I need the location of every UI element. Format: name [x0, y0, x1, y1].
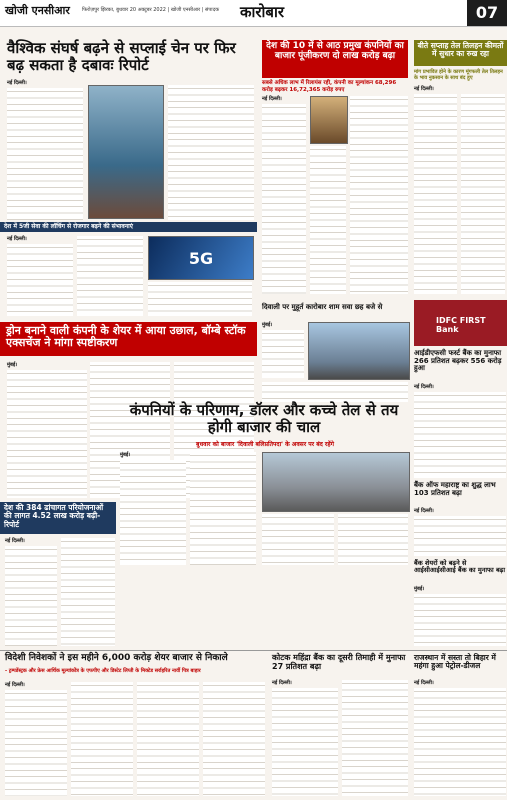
top-story-body: [7, 88, 83, 220]
projects-body-2: [61, 538, 115, 646]
kotak-body: [272, 688, 338, 796]
foreign-byline: नई दिल्ली।: [5, 682, 25, 688]
top-story-body-2: [168, 85, 254, 220]
sbi-byline: मुंबई।: [414, 586, 425, 592]
top-story-byline: नई दिल्ली।: [7, 80, 27, 86]
sensex-image: [262, 452, 410, 512]
masthead: [0, 0, 507, 27]
container-ship-image: [88, 85, 164, 219]
dateline: फिरोज़पुर झिरका, बुधवार 20 अक्टूबर 2022 | खोजी एनसीआर | संपादक: [82, 7, 220, 13]
kotak-headline: कोटक महिंद्रा बैंक का दूसरी तिमाही में मुनाफा 27 प्रतिशत बढ़ा: [272, 653, 406, 671]
bank-headline: बैंक ऑफ महाराष्ट्र का शुद्ध लाभ 103 प्रतिशत बढ़ा: [414, 481, 496, 497]
top10-headline: देश की 10 में से आठ प्रमुख कंपनियों का बाजार पूंजीकरण दो लाख करोड़ बढ़ा: [262, 40, 408, 78]
5g-image: [148, 236, 254, 280]
foreign-subhead: - ट्रम्पडेंस्ट्रक और फ्रेस आर्थिक मूल्यांकोंत्र के एफपीए और डिस्टेट लिप्ती के मिक्टेड सर्राहरित नार्वी पित्र बाहार: [5, 668, 201, 674]
projects-headline: देश की 384 ढांचागत परियोजनाओं की लागत 4.52 लाख करोड़ बढ़ी- रिपोर्ट: [0, 502, 116, 534]
results-subhead: बुधवार को बाजार 'दिवाली बलिप्रतिपदा' के अवसर पर बंद रहेंगे: [196, 441, 334, 448]
5g-story-body-3: [148, 282, 252, 316]
diwali-headline: दिवाली पर मुहूर्त कारोबार शाम सवा छह बजे से: [262, 303, 383, 311]
diwali-body-2: [262, 382, 408, 402]
bank-byline: नई दिल्ली।: [414, 508, 434, 514]
oilseed-byline: नई दिल्ली।: [414, 86, 434, 92]
top10-body-3: [350, 96, 408, 294]
top10-byline: नई दिल्ली।: [262, 96, 282, 102]
idfc-brand-name: IDFC FIRST Bank: [436, 316, 486, 334]
5g-story-byline: नई दिल्ली।: [7, 236, 27, 242]
oilseed-headline: बीते सप्ताह तेल तिलहन कीमतों में सुधार का रुख रहा: [414, 40, 507, 66]
5g-image-label: 5G: [188, 248, 214, 268]
results-body: [120, 460, 186, 565]
newspaper-logo: खोजी एनसीआर: [5, 4, 70, 17]
sbi-headline: बैंक शेयरों को बढ़ने से आईसीआईसीआई बैंक का मुनाफा बढ़ा: [414, 559, 506, 575]
results-body-2: [190, 452, 256, 565]
idfc-body: [414, 392, 506, 478]
sbi-body: [414, 594, 506, 646]
results-byline: मुंबई।: [120, 452, 131, 458]
kotak-byline: नई दिल्ली।: [272, 680, 292, 686]
page-number: 07: [467, 0, 507, 26]
projects-body: [5, 546, 57, 646]
rajasthan-byline: नई दिल्ली।: [414, 680, 434, 686]
divider: [0, 650, 507, 651]
results-body-3: [262, 514, 334, 565]
top10-subhead: सबसे अधिक लाभ में रिलायंस रही, कंपनी का मूल्यांकन 68,296 करोड़ बढ़कर 16,72,365 करोड़ रुपए: [262, 80, 397, 93]
foreign-headline: विदेशी निवेशकों ने इस महीने 6,000 करोड़ शेयर बाजार से निकाले: [5, 653, 228, 663]
section-title: कारोबार: [240, 3, 285, 21]
oilseed-body: [414, 94, 457, 294]
foreign-body-4: [203, 682, 265, 796]
bse-building-image: [308, 322, 410, 380]
oilseed-subhead: मांग प्रभावित होने के कारण मूंगफली तेल तिलहन के भाव नुकसान के साथ बंद हुए: [414, 69, 503, 81]
drone-byline: मुंबई।: [7, 362, 18, 368]
foreign-body: [5, 690, 67, 796]
idfc-logo-banner: [414, 300, 507, 346]
rajasthan-body: [414, 688, 506, 796]
5g-story-body-2: [77, 236, 143, 316]
drone-body: [7, 370, 87, 498]
foreign-body-2: [71, 682, 133, 796]
results-headline: कंपनियों के परिणाम, डॉलर और कच्चे तेल से तय होगी बाजार की चाल: [129, 401, 399, 436]
kotak-body-2: [342, 680, 408, 796]
projects-byline: नई दिल्ली।: [5, 538, 25, 544]
foreign-body-3: [137, 682, 199, 796]
idfc-headline: आईडीएफसी फर्स्ट बैंक का मुनाफा 266 प्रतिशत बढ़कर 556 करोड़ हुआ: [414, 349, 502, 373]
diwali-body: [262, 330, 304, 378]
bank-body: [414, 516, 506, 556]
idfc-byline: नई दिल्ली।: [414, 384, 434, 390]
top-story-headline: वैश्विक संघर्ष बढ़ने से सप्लाई चेन पर फिर बढ़ सकता है दबावः रिपोर्ट: [7, 39, 236, 74]
drone-headline: ड्रोन बनाने वाली कंपनी के शेयर में आया उछाल, बॉम्बे स्टॉक एक्सचेंज ने मांगा स्पष्टीकरण: [0, 322, 257, 356]
oilseed-body-2: [461, 94, 505, 294]
top10-body-2: [310, 146, 346, 294]
5g-banner-headline: देश में 5जी सेवा की लॉचिंग से रोजगार बढ़ने की संभावनाएं: [0, 222, 257, 232]
5g-story-body: [7, 244, 73, 316]
diwali-byline: मुंबई।: [262, 322, 273, 328]
reliance-image: [310, 96, 348, 144]
top10-body: [262, 104, 306, 294]
rajasthan-headline: राजस्थान में सस्ता तो बिहार में महंगा हुआ पेट्रोल-डीजल: [414, 653, 496, 671]
results-body-4: [338, 514, 408, 565]
